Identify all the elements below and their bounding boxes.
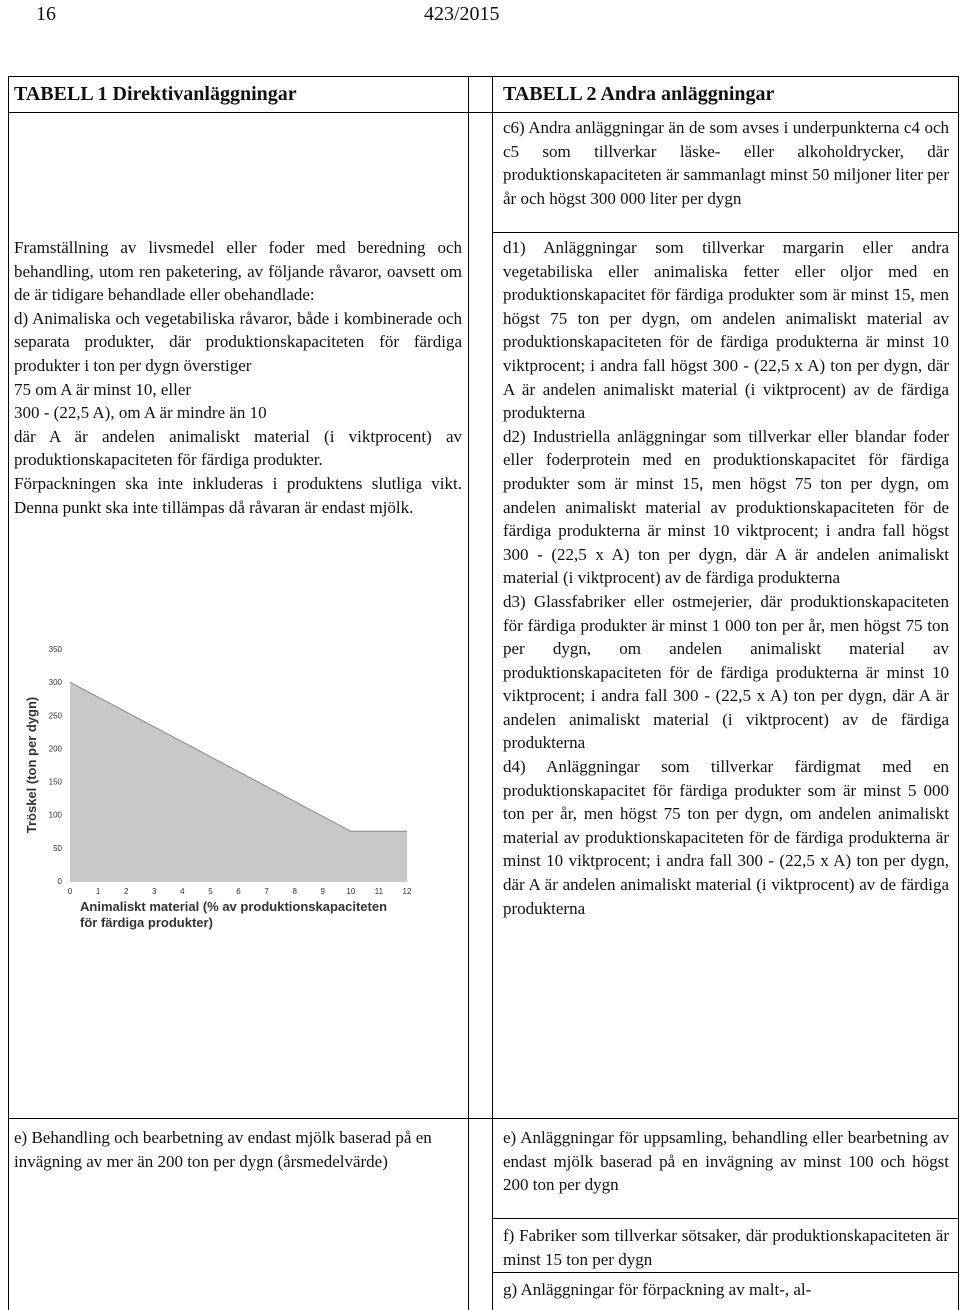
chart-x-label-line-2: för färdiga produkter) (80, 915, 213, 930)
document-reference: 423/2015 (424, 3, 500, 25)
chart-x-tick-label: 8 (292, 887, 297, 896)
chart-y-ticks (49, 645, 63, 886)
threshold-chart (22, 635, 417, 945)
chart-threshold-area (70, 682, 407, 881)
table2-entry-d4: d4) Anläggningar som tillverkar färdigmat med en produktionskapacitet för färdiga produkter som är minst 5 000 ton per år, men högst 75 ton per dygn, om andelen animaliskt material av produktionskapaciteten för de färdiga produkterna är minst 10 viktprocent; i andra fall 300 - (22,5 x A) ton per dygn, där A är andelen animaliskt material (i viktprocent) av de färdiga produkterna (503, 757, 949, 918)
chart-x-tick-label: 12 (402, 887, 412, 896)
chart-x-tick-label: 10 (346, 887, 356, 896)
table2-title: TABELL 2 Andra anläggningar (503, 83, 775, 105)
entry-d-definition: där A är andelen animaliskt material (i viktprocent) av produktionskapaciteten för färdiga produkter. (14, 426, 462, 470)
chart-y-tick-label: 0 (57, 877, 62, 886)
table2-entry-c6: c6) Andra anläggningar än de som avses i underpunkterna c4 och c5 som tillverkar läske- eller alkoholdrycker, där produktionskapaciteten är sammanlagt minst 50 miljoner liter per år och högst 300 000 liter per dygn (503, 118, 949, 208)
table2-entry-e: e) Anläggningar för uppsamling, behandling eller bearbetning av endast mjölk baserad på en invägning av minst 100 och högst 200 ton per dygn (503, 1128, 949, 1195)
chart-x-tick-label: 6 (236, 887, 241, 896)
chart-x-tick-label: 2 (123, 887, 129, 896)
page-number: 16 (36, 3, 56, 25)
entry-d-note: Förpackningen ska inte inkluderas i produktens slutliga vikt. Denna punkt ska inte tillämpas då råvaran är endast mjölk. (14, 473, 462, 517)
row-rule-c6 (492, 232, 958, 233)
right-border (958, 76, 959, 1310)
table-top-rule (8, 76, 958, 77)
table1-entry-d (14, 236, 462, 519)
entry-d-intro: Framställning av livsmedel eller foder med beredning och behandling, utom ren paketering, av följande råvaror, oavsett om de är tidigare behandlade eller obehandlade: (14, 238, 462, 305)
chart-y-tick-label: 300 (48, 678, 62, 688)
page-header (0, 0, 960, 40)
chart-x-ticks (68, 887, 412, 896)
left-border (8, 76, 9, 1310)
heading-rule (8, 112, 958, 113)
chart-y-tick-label: 250 (48, 711, 62, 721)
entry-d-condition-1: 75 om A är minst 10, eller (14, 379, 192, 399)
table2-entries-d (503, 236, 949, 920)
chart-x-tick-label: 0 (67, 887, 73, 896)
chart-x-tick-label: 1 (95, 887, 101, 896)
chart-y-tick-label: 200 (48, 744, 62, 754)
chart-x-tick-label: 5 (208, 887, 213, 896)
entry-d-condition-2: 300 - (22,5 A), om A är mindre än 10 (14, 403, 267, 423)
chart-y-tick-label: 350 (48, 645, 62, 654)
table1-entry-e: e) Behandling och bearbetning av endast mjölk baserad på en invägning av mer än 200 ton per dygn (årsmedelvärde) (14, 1128, 432, 1171)
table2-entry-g: g) Anläggningar för förpackning av malt-, al- (503, 1280, 812, 1299)
row-rule-g (492, 1272, 958, 1273)
table2-entry-f: f) Fabriker som tillverkar sötsaker, där produktionskapaciteten är minst 15 ton per dygn (503, 1226, 949, 1269)
chart-y-tick-label: 150 (48, 777, 62, 787)
table2-entry-d3: d3) Glassfabriker eller ostmejerier, där produktionskapaciteten för färdiga produkter är minst 1 000 ton per år, men högst 75 ton per dygn, om andelen animaliskt material av produktionskapaciteten för de färdiga produkterna är minst 10 viktprocent; i andra fall 300 - (22,5 x A) ton per dygn, där A är andelen animaliskt material (i viktprocent) av de färdiga produkterna (503, 591, 949, 753)
row-rule-f (492, 1218, 958, 1219)
chart-x-tick-label: 4 (180, 887, 185, 896)
chart-x-tick-label: 11 (374, 887, 384, 896)
entry-d-text: d) Animaliska och vegetabiliska råvaror, både i kombinerade och separata produkter, där produktionskapaciteten för färdiga produkter i ton per dygn överstiger (14, 308, 462, 375)
center-gap-right (492, 76, 493, 1310)
chart-x-tick-label: 9 (320, 887, 325, 896)
chart-x-tick-label: 7 (264, 887, 269, 896)
center-gap-left (468, 76, 469, 1310)
chart-y-tick-label: 100 (48, 810, 62, 820)
table2-entry-d1: d1) Anläggningar som tillverkar margarin eller andra vegetabiliska eller animaliska fetter eller oljor med en produktionskapacitet för färdiga produkter som är minst 15, men högst 75 ton per dygn, om andelen animaliskt material av produktionskapaciteten för de färdiga produkterna är minst 10 viktprocent; i andra fall högst 300 - (22,5 x A) ton per dygn, där A är andelen animaliskt material (i viktprocent) av de färdiga produkterna (503, 238, 949, 423)
chart-x-tick-label: 3 (152, 887, 157, 896)
chart-x-label-line-1: Animaliskt material (% av produktionskapaciteten (80, 899, 388, 914)
table1-title: TABELL 1 Direktivanläggningar (14, 83, 297, 105)
chart-y-tick-label: 50 (53, 843, 62, 853)
row-rule-e (8, 1118, 958, 1119)
table2-entry-d2: d2) Industriella anläggningar som tillverkar eller blandar foder eller foderprotein med en produktionskapacitet för färdiga produkter som är minst 15, men högst 75 ton per dygn, om andelen animaliskt material av produktionskapaciteten för de färdiga produkterna är minst 10 viktprocent; i andra fall högst 300 - (22,5 x A) ton per dygn, där A är andelen animaliskt material (i viktprocent) av de färdiga produkterna (503, 426, 949, 588)
chart-y-label: Tröskel (ton per dygn) (24, 696, 39, 834)
